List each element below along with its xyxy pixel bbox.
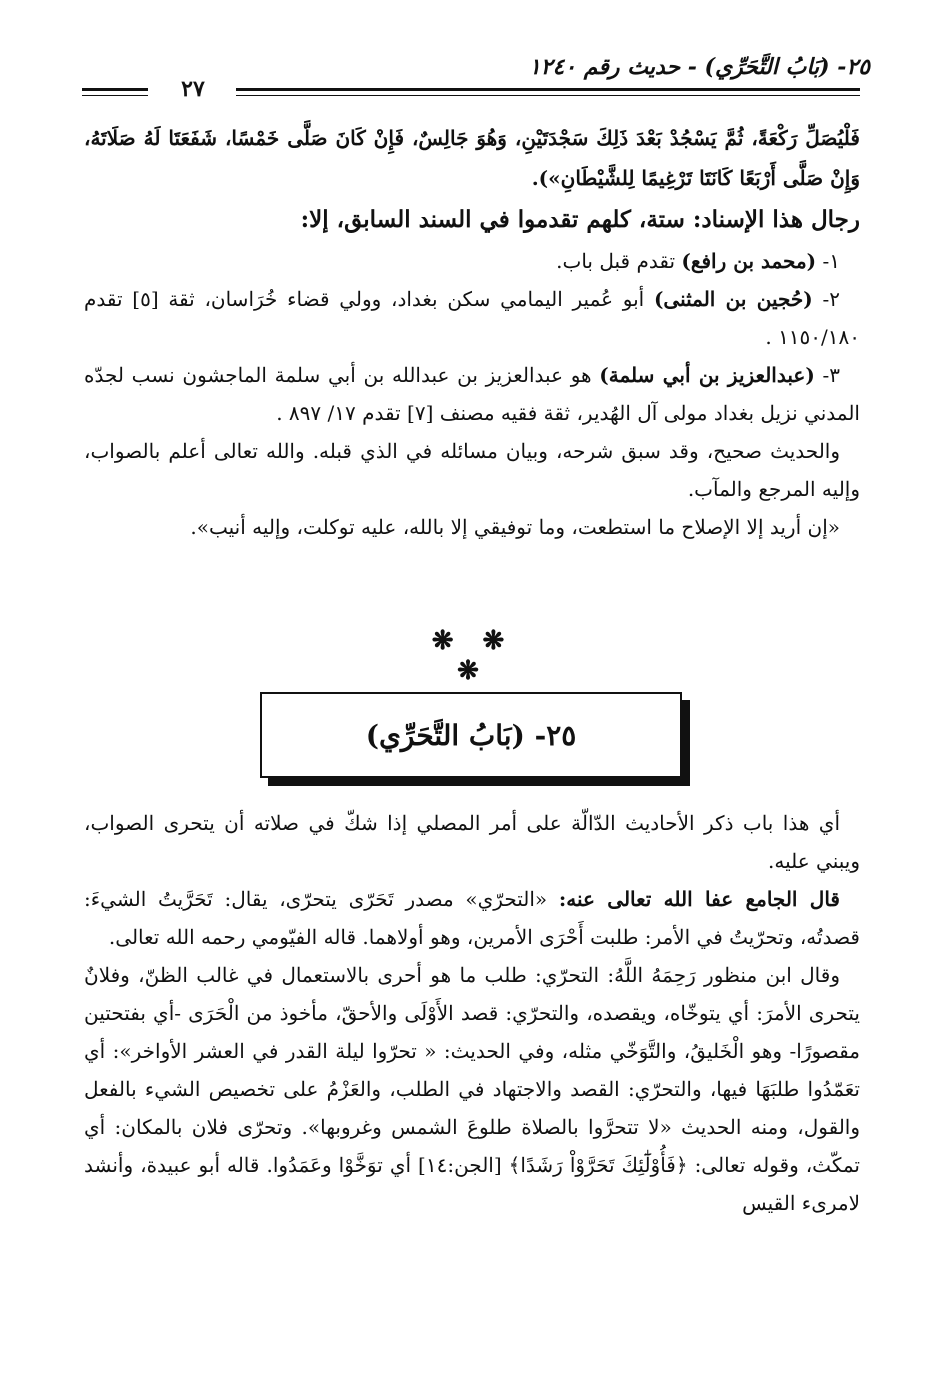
running-header-title: ٢٥- (بَابُ التَّحَرِّي) - حديث رقم ١٢٤٠ <box>528 54 870 80</box>
narrator-number: ٣- <box>822 363 840 387</box>
author-text: «التحرّي» مصدر تَحَرّى يتحرّى، يقال: تَحَرَّيتُ الشيءَ: قصدتُه، وتحرّيتُ في الأمر: طلبت أَحْرَى الأمرين، وهو أولاهما. قاله الفيّومي رحمه الله تعالى. <box>84 887 860 949</box>
closing-paragraph: والحديث صحيح، وقد سبق شرحه، وبيان مسائله في الذي قبله. والله تعالى أعلم بالصواب، وإليه المرجع والمآب. <box>84 439 860 501</box>
author-label: قال الجامع عفا الله تعالى عنه: <box>558 887 840 911</box>
narrator-text: هو عبدالعزيز بن عبدالله بن أبي سلمة الماجشون نسب لجدّه المدني نزيل بغداد مولى آل الهُدير، ثقة فقيه مصنف [٧] تقدم ١٧/ ٨٩٧ . <box>84 363 860 425</box>
hadith-continuation: فَلْيُصَلِّ رَكْعَةً، ثُمَّ يَسْجُدْ بَعْدَ ذَلِكَ سَجْدَتَيْنِ، وَهُوَ جَالِسٌ، فَإِنْ كَانَ صَلَّى خَمْسًا، شَفَعَتَا لَهُ صَلَاتَهُ، وَإِنْ صَلَّى أَرْبَعًا كَانَتَا تَرْغِيمًا لِلشَّيْطَانِ»). <box>84 126 860 190</box>
narrator-number: ١- <box>822 249 840 273</box>
rijal-heading: رجال هذا الإسناد: ستة، كلهم تقدموا في السند السابق، إلا: <box>300 206 860 233</box>
narrator-1 <box>84 242 860 280</box>
section-separator: ❋ ❋ ❋ <box>431 626 515 686</box>
ibn-manzur-paragraph: وقال ابن منظور رَحِمَهُ اللَّهُ: التحرّي: طلب ما هو أحرى بالاستعمال في غالب الظنّ، وفلانٌ يتحرى الأمرَ: أي يتوخّاه، ويقصده، والتحرّي: قصد الأَوْلَى والأحقّ، مأخوذ من الْحَرَى -أي بفتحتين مقصورًا- وهو الْخَليقُ، والتَّوَخّي مثله، وفي الحديث: « تحرّوا ليلة القدر في العشر الأواخر»: أي تعَمّدُوا طلبَهَا فيها، والتحرّي: القصد والاجتهاد في الطلب، والعَزْمُ على تخصيص الشيء بالفعل والقول، ومنه الحديث «لا تتحرَّوا بالصلاة طلوعَ الشمس وغروبها». وتحرّى فلان بالمكان: أي تمكّث، وقوله تعالى: ﴿فَأُوْلَٰٓئِكَ تَحَرَّوْاْ رَشَدًا﴾ [الجن:١٤] أي توَخَّوْا وعَمَدُوا. قاله أبو عبيدة، وأنشد لامرىء القيس <box>84 963 860 1215</box>
chapter-heading-box <box>260 692 682 778</box>
narrator-name: (حُجين بن المثنى) <box>653 287 813 311</box>
narrator-3 <box>84 356 860 432</box>
chapter-title: ٢٥- (بَابُ التَّحَرِّي) <box>365 718 577 752</box>
narrator-number: ٢- <box>822 287 840 311</box>
intro-paragraph: أي هذا باب ذكر الأحاديث الدّالّة على أمر المصلي إذا شكّ في صلاته أن يتحرى الصواب، ويبني عليه. <box>84 811 860 873</box>
narrator-text: تقدم قبل باب. <box>556 249 682 273</box>
narrator-2 <box>84 280 860 356</box>
header-rule-short <box>82 88 148 96</box>
narrator-name: (عبدالعزيز بن أبي سلمة) <box>599 363 815 387</box>
narrator-name: (محمد بن رافع) <box>681 249 817 273</box>
top-section <box>84 118 860 546</box>
author-paragraph <box>84 880 860 956</box>
closing-quote: «إن أريد إلا الإصلاح ما استطعت، وما توفيقي إلا بالله، عليه توكلت، وإليه أنيب». <box>190 515 840 539</box>
narrator-text: أبو عُمير اليمامي سكن بغداد، وولي قضاء خُرَاسان، ثقة [٥] تقدم ١١٥٠/١٨٠ . <box>84 287 860 349</box>
page-number: ٢٧ <box>181 76 205 102</box>
header-rule <box>236 88 860 96</box>
chapter-body <box>84 804 860 1222</box>
